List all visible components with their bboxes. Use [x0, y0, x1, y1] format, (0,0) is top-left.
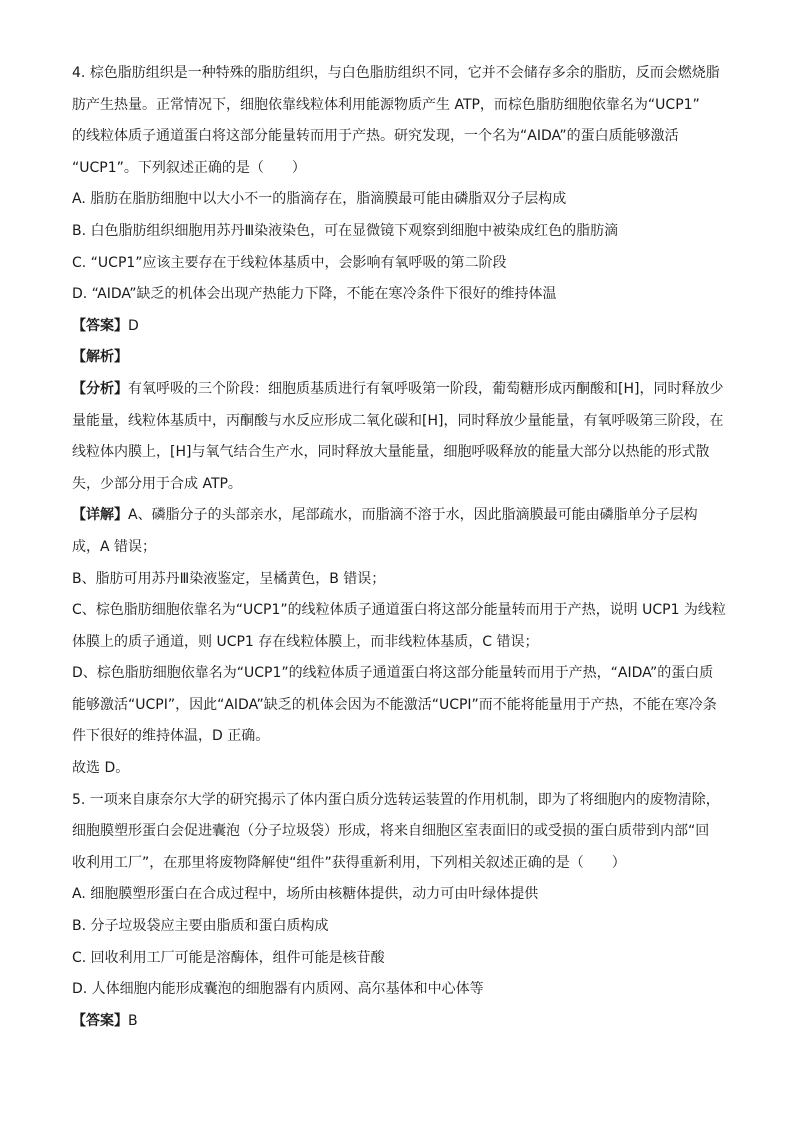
fenxi-line — [72, 374, 727, 406]
question-4-option-b: B. 白色脂肪组织细胞用苏丹Ⅲ染液染色，可在显微镜下观察到细胞中被染成红色的脂肪滴 — [72, 222, 619, 239]
answer-value: D — [128, 317, 139, 334]
fenxi-text: 有氧呼吸的三个阶段：细胞质基质进行有氧呼吸第一阶段，葡萄糖形成丙酮酸和[H]，同时释放少 — [128, 380, 724, 397]
question-4-answer — [72, 311, 727, 343]
xiangjie-line: 能够激活“UCPI”，因此“AIDA”缺乏的机体会因为不能激活“UCPI”而不能将能量用于产热，不能在寒冷条 — [72, 696, 717, 713]
question-4-stem-line: 的线粒体质子通道蛋白将这部分能量转而用于产热。研究发现，一个名为“AIDA”的蛋白质能够激活 — [72, 128, 679, 145]
question-4 — [72, 58, 727, 785]
fenxi-label: 【分析】 — [72, 380, 128, 397]
question-5-stem-line: 收利用工厂”，在那里将废物降解使“组件”获得重新利用，下列相关叙述正确的是（ ） — [72, 854, 626, 871]
xiangjie-line: 体膜上的质子通道，则 UCP1 存在线粒体膜上，而非线粒体基质，C 错误； — [72, 633, 539, 650]
xiangjie-line: C、棕色脂肪细胞依靠名为“UCP1”的线粒体质子通道蛋白将这部分能量转而用于产热，说明 UCP1 为线粒 — [72, 602, 726, 619]
question-5-option-a: A. 细胞膜塑形蛋白在合成过程中，场所由核糖体提供，动力可由叶绿体提供 — [72, 886, 539, 903]
question-4-option-d: D. “AIDA”缺乏的机体会出现产热能力下降，不能在寒冷条件下很好的维持体温 — [72, 286, 557, 303]
question-5-option-b: B. 分子垃圾袋应主要由脂质和蛋白质构成 — [72, 918, 329, 935]
question-5-answer — [72, 1006, 727, 1038]
answer-label: 【答案】 — [72, 317, 128, 334]
question-4-stem-line: 4. 棕色脂肪组织是一种特殊的脂肪组织，与白色脂肪组织不同，它并不会储存多余的脂肪，反而会燃烧脂 — [72, 65, 720, 81]
xiangjie-line: 件下很好的维持体温，D 正确。 — [72, 728, 270, 745]
xiangjie-line: D、棕色脂肪细胞依靠名为“UCP1”的线粒体质子通道蛋白将这部分能量转而用于产热，“AIDA”的蛋白质 — [72, 665, 714, 682]
xiangjie-text: A、磷脂分子的头部亲水，尾部疏水，而脂滴不溶于水，因此脂滴膜最可能由磷脂单分子层构 — [128, 507, 698, 524]
xiangjie-line: 故选 D。 — [72, 760, 130, 777]
document-page — [72, 58, 727, 1037]
question-4-stem-line: “UCP1”。下列叙述正确的是（ ） — [72, 159, 306, 176]
question-5-stem-line: 5. 一项来自康奈尔大学的研究揭示了体内蛋白质分选转运装置的作用机制，即为了将细胞内的废物清除， — [72, 791, 720, 808]
question-4-option-a: A. 脂肪在脂肪细胞中以大小不一的脂滴存在，脂滴膜最可能由磷脂双分子层构成 — [72, 191, 567, 208]
analysis-heading: 【解析】 — [72, 349, 128, 366]
fenxi-line: 量能量，线粒体基质中，丙酮酸与水反应形成二氧化碳和[H]，同时释放少量能量，有氧呼吸第三阶段，在 — [72, 412, 724, 429]
xiangjie-label: 【详解】 — [72, 507, 128, 524]
answer-value: B — [128, 1012, 138, 1029]
question-4-option-c: C. “UCP1”应该主要存在于线粒体基质中，会影响有氧呼吸的第二阶段 — [72, 254, 507, 271]
question-5-option-c: C. 回收利用工厂可能是溶酶体，组件可能是核苷酸 — [72, 949, 385, 966]
xiangjie-line: B、脂肪可用苏丹Ⅲ染液鉴定，呈橘黄色，B 错误； — [72, 570, 386, 587]
fenxi-line: 失，少部分用于合成 ATP。 — [72, 475, 242, 492]
answer-label: 【答案】 — [72, 1012, 128, 1029]
question-5 — [72, 785, 727, 1038]
xiangjie-line: 成，A 错误； — [72, 538, 157, 555]
fenxi-line: 线粒体内膜上，[H]与氧气结合生产水，同时释放大量能量，细胞呼吸释放的能量大部分以热能的形式散 — [72, 444, 710, 461]
question-5-stem-line: 细胞膜塑形蛋白会促进囊泡（分子垃圾袋）形成，将来自细胞区室表面旧的或受损的蛋白质带到内部“回 — [72, 823, 710, 840]
question-4-stem-line: 肪产生热量。正常情况下，细胞依靠线粒体利用能源物质产生 ATP，而棕色脂肪细胞依靠名为“UCP1” — [72, 96, 700, 113]
xiangjie-line — [72, 500, 727, 532]
question-5-option-d: D. 人体细胞内能形成囊泡的细胞器有内质网、高尔基体和中心体等 — [72, 981, 484, 998]
